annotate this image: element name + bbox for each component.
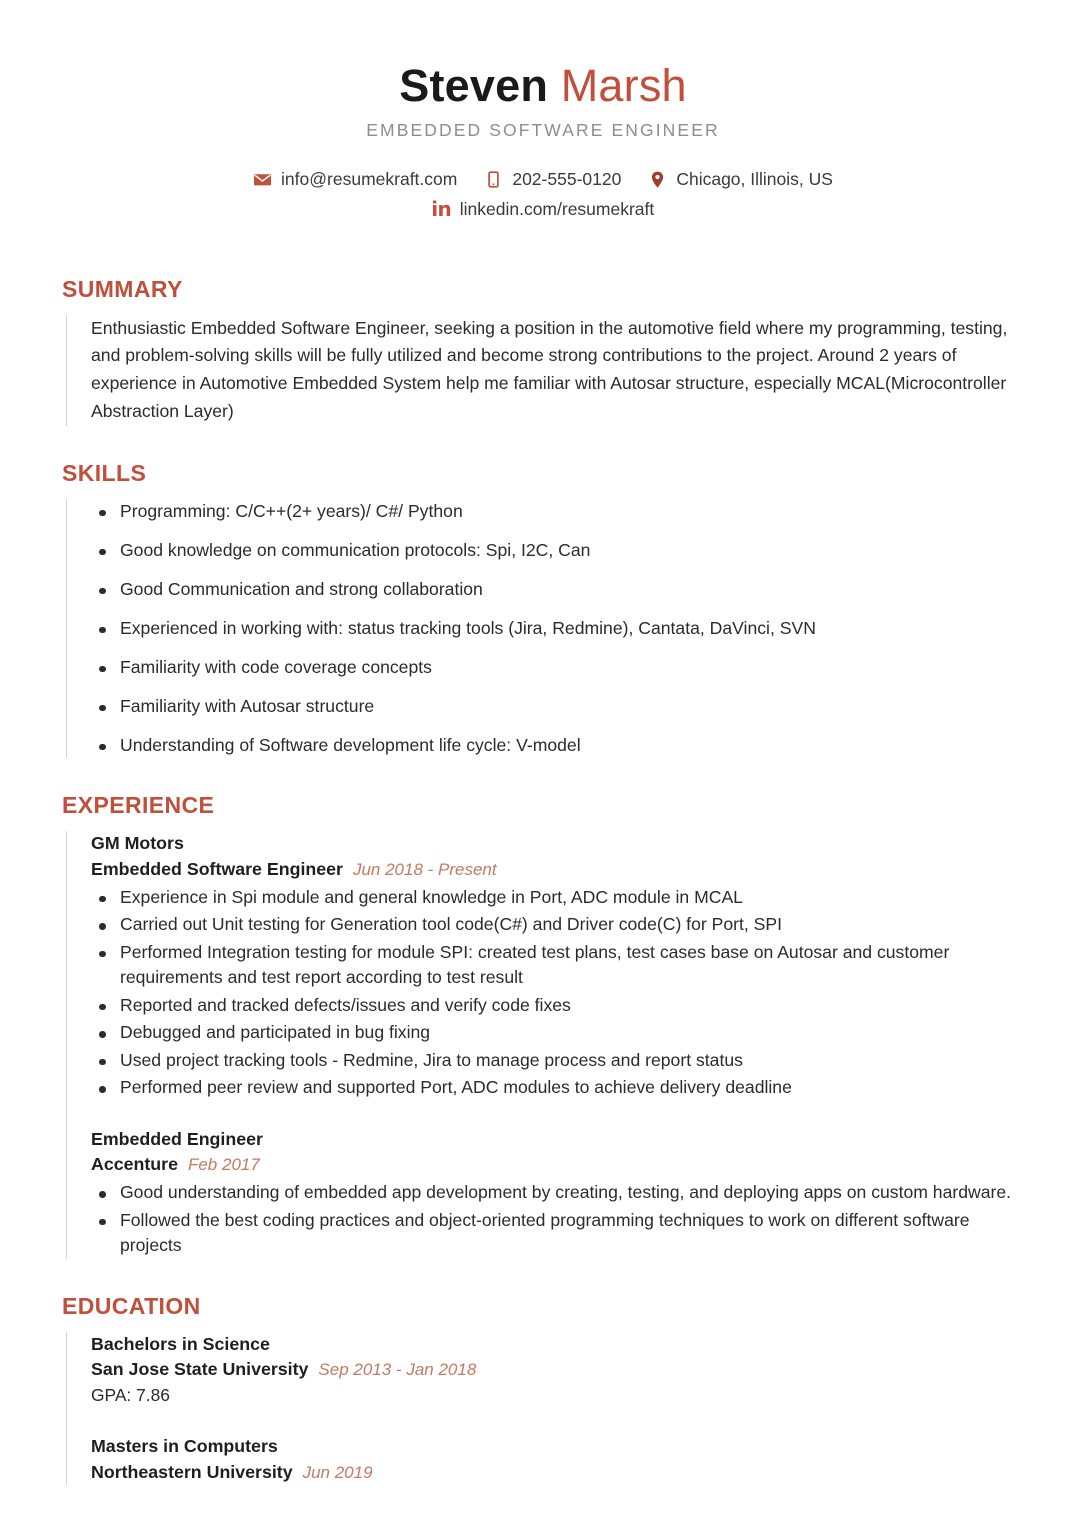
- education-entry: [91, 1332, 1024, 1409]
- contact-email[interactable]: [246, 169, 464, 190]
- experience-date: Jun 2018 - Present: [352, 859, 497, 879]
- experience-role: Embedded Software Engineer: [91, 858, 343, 879]
- list-item: Used project tracking tools - Redmine, Jira to manage process and report status: [91, 1048, 1024, 1074]
- education-date: Jun 2019: [302, 1462, 373, 1482]
- summary-text: Enthusiastic Embedded Software Engineer, seeking a position in the automotive field where my programming, testing, and problem-solving skills will be fully utilized and become strong contributions to the project. Around 2 years of experience in Automotive Embedded System help me familiar with Autosar structure, especially MCAL(Microcontroller Abstraction Layer): [91, 317, 1008, 421]
- candidate-job-title: EMBEDDED SOFTWARE ENGINEER: [366, 119, 720, 140]
- experience-company-line: [91, 831, 1024, 856]
- list-item: Good Communication and strong collaboration: [91, 577, 1024, 603]
- contact-location-text: Chicago, Illinois, US: [676, 168, 833, 189]
- section-skills: [62, 460, 1024, 759]
- contact-location: [641, 169, 840, 190]
- experience-bullets: [91, 1180, 1024, 1259]
- education-body: [66, 1332, 1024, 1485]
- experience-role-line: [91, 1127, 1024, 1152]
- skills-list: [91, 499, 1024, 759]
- list-item: Debugged and participated in bug fixing: [91, 1020, 1024, 1046]
- experience-entry: [91, 831, 1024, 1101]
- experience-company-line: [91, 1152, 1024, 1177]
- contact-info: [62, 169, 1024, 220]
- list-item: Programming: C/C++(2+ years)/ C#/ Python: [91, 499, 1024, 525]
- envelope-icon: [253, 170, 272, 189]
- list-item: Good knowledge on communication protocols: Spi, I2C, Can: [91, 538, 1024, 564]
- linkedin-icon-label: in: [431, 197, 452, 222]
- linkedin-icon: [431, 197, 452, 222]
- contact-linkedin-text: linkedin.com/resumekraft: [459, 198, 655, 219]
- last-name: Marsh: [560, 60, 687, 111]
- section-title-education: EDUCATION: [62, 1292, 201, 1319]
- education-school: Northeastern University: [91, 1461, 293, 1482]
- section-title-experience: EXPERIENCE: [62, 792, 215, 819]
- experience-entry: [91, 1127, 1024, 1259]
- section-summary: [62, 276, 1024, 426]
- education-school: San Jose State University: [91, 1359, 309, 1380]
- first-name: Steven: [399, 60, 549, 111]
- resume-header: [62, 56, 1024, 220]
- experience-company: Accenture: [91, 1154, 178, 1175]
- education-date: Sep 2013 - Jan 2018: [318, 1360, 477, 1380]
- experience-role-line: [91, 857, 1024, 882]
- section-title-skills: SKILLS: [62, 459, 147, 486]
- experience-bullets: [91, 885, 1024, 1101]
- map-pin-icon: [648, 170, 667, 189]
- list-item: Familiarity with Autosar structure: [91, 694, 1024, 720]
- section-experience: [62, 792, 1024, 1259]
- list-item: Experience in Spi module and general knowledge in Port, ADC module in MCAL: [91, 885, 1024, 911]
- education-entry: [91, 1434, 1024, 1485]
- list-item: Performed peer review and supported Port, ADC modules to achieve delivery deadline: [91, 1075, 1024, 1101]
- list-item: Performed Integration testing for module SPI: created test plans, test cases base on Autosar and customer requirements and test report according to test result: [91, 940, 1024, 991]
- contact-phone-text: 202-555-0120: [512, 168, 622, 189]
- section-education: [62, 1293, 1024, 1485]
- skills-body: [66, 499, 1024, 759]
- summary-body: [66, 315, 1024, 426]
- list-item: Followed the best coding practices and object-oriented programming techniques to work on different software projects: [91, 1208, 1024, 1259]
- experience-company: GM Motors: [91, 833, 184, 854]
- contact-email-text: info@resumekraft.com: [281, 168, 458, 189]
- education-gpa: GPA: 7.86: [91, 1385, 170, 1406]
- experience-body: [66, 831, 1024, 1259]
- education-degree: Masters in Computers: [91, 1436, 278, 1457]
- list-item: Good understanding of embedded app development by creating, testing, and deploying apps on custom hardware.: [91, 1180, 1024, 1206]
- mobile-phone-icon: [484, 170, 503, 189]
- list-item: Experienced in working with: status tracking tools (Jira, Redmine), Cantata, DaVinci, SVN: [91, 616, 1024, 642]
- experience-date: Feb 2017: [187, 1155, 260, 1175]
- contact-row-secondary: [62, 199, 1024, 220]
- candidate-name: [62, 62, 1024, 111]
- list-item: Understanding of Software development life cycle: V-model: [91, 733, 1024, 759]
- education-degree-line: [91, 1332, 1024, 1357]
- list-item: Reported and tracked defects/issues and verify code fixes: [91, 993, 1024, 1019]
- section-title-summary: SUMMARY: [62, 275, 183, 302]
- contact-phone[interactable]: [477, 169, 628, 190]
- list-item: Carried out Unit testing for Generation tool code(C#) and Driver code(C) for Port, SPI: [91, 912, 1024, 938]
- contact-row-primary: [62, 169, 1024, 190]
- education-school-line: [91, 1460, 1024, 1485]
- education-school-line: [91, 1357, 1024, 1382]
- contact-linkedin[interactable]: [425, 199, 662, 220]
- experience-role: Embedded Engineer: [91, 1128, 263, 1149]
- education-degree-line: [91, 1434, 1024, 1459]
- list-item: Familiarity with code coverage concepts: [91, 655, 1024, 681]
- education-degree: Bachelors in Science: [91, 1333, 270, 1354]
